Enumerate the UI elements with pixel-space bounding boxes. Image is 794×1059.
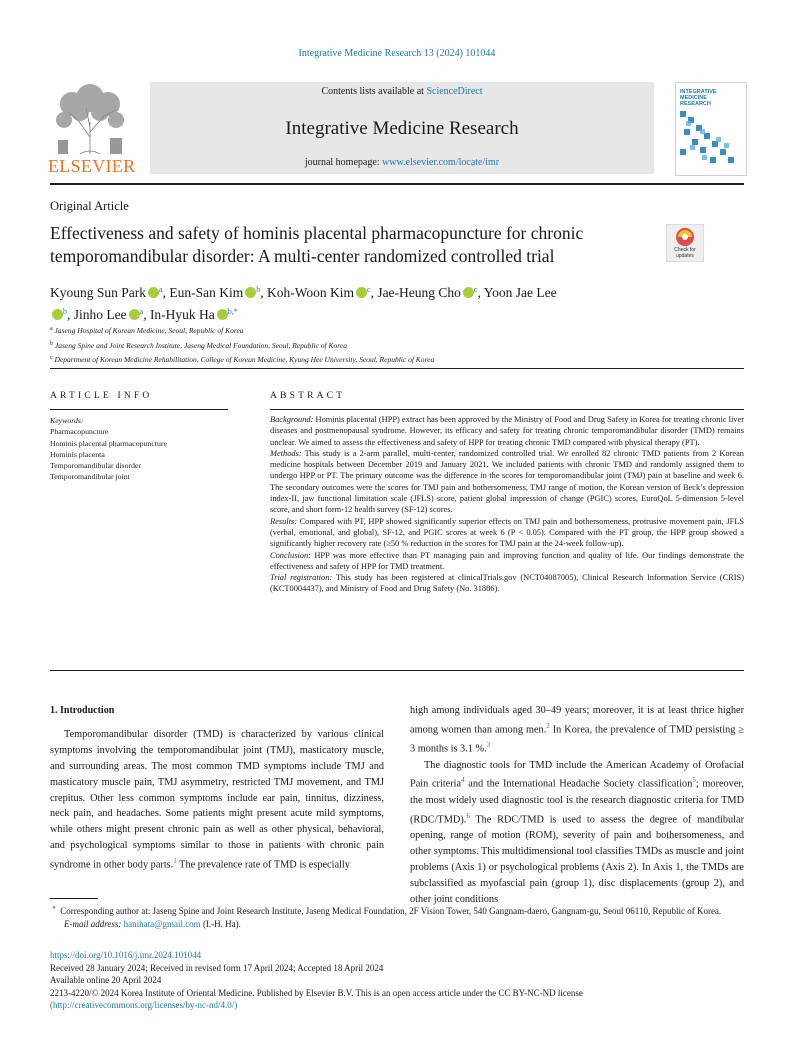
abstract-section [270,414,744,448]
keyword: Temporomandibular disorder [50,461,142,471]
body-paragraph [410,703,744,758]
keywords-label: Keywords: [50,416,84,425]
author-name[interactable]: Kyoung Sun Park [50,285,147,300]
email-label: E-mail address: [64,918,122,929]
orcid-icon[interactable] [356,287,367,298]
abstract-label: Trial registration: [270,573,333,583]
author-list: Kyoung Sun Park $^a$, Eun-San Kim $^b$, Koh-Woon Kim $^c$, Jae-Heung Cho $^c$, Yoon Jae Lee $^b$, Jinho Lee $^a$, In-Hyuk Ha $^{b,*}$ [50,285,557,322]
abstract-text: HPP was more effective than PT managing pain and improving function and quality of life. Our findings demonstrate the effectiveness and safety of HPP for TMD treatment. [270,550,744,571]
affiliation-text: Department of Korean Medicine Rehabilitation, College of Korean Medicine, Kyung Hee University, Seoul, Republic of Korea [54,355,435,364]
email-link[interactable]: hanihata@gmail.com [123,918,201,929]
affiliation-marker[interactable]: b [63,307,67,316]
elsevier-wordmark: ELSEVIER [48,156,136,176]
abstract-section [270,448,744,516]
footnote-star: * [52,905,56,913]
crossmark-label [666,247,704,259]
paragraph-text: ; moreover, the most widely used diagnostic tool is the research diagnostic criteria for TMD (RDC/TMD). [410,778,744,826]
author-name[interactable]: Koh-Woon Kim [266,285,354,300]
citation-link[interactable]: 5 [692,776,696,785]
email-suffix: (I.-H. Ha). [202,918,241,929]
author-name[interactable]: Jae-Heung Cho [377,285,461,300]
abstract-text: Hominis placental (HPP) extract has been approved by the Ministry of Food and Drug Safety in Korea for treating chronic liver diseases and postmenopausal syndrome. However, its efficacy and safety for treating chronic temporomandibular disorder (TMD) remains unclear. We aimed to assess the effectiveness and safety of HPP for treating chronic TMD compared with physical therapy (PT). [270,415,744,447]
affiliation-letter: b [50,340,53,347]
corresponding-author-footnote [50,903,744,930]
history-dates: Received 28 January 2024; Received in revised form 17 April 2024; Accepted 18 April 2024 [50,962,384,973]
affiliation-marker[interactable]: b,* [227,307,238,316]
footnote-text-line [50,903,744,918]
doi-link[interactable]: https://doi.org/10.1016/j.imr.2024.101044 [50,950,202,960]
abstract-label: Methods: [270,448,302,458]
paragraph-text: In Korea, the prevalence of TMD persisting ≥ 3 months is 3.1 %. [410,724,744,755]
license-text: 2213-4220/© 2024 Korea Institute of Oriental Medicine. Published by Elsevier B.V. This is an open access article under the CC BY-NC-ND license [50,987,583,998]
homepage-prefix: journal homepage: [304,157,380,168]
author-name[interactable]: In-Hyuk Ha [149,307,215,322]
contents-available [150,86,654,97]
citation-link[interactable]: 3 [486,741,491,750]
abstract-text: This study has been registered at clinicalTrials.gov (NCT04087005), Clinical Research Information Service (CRIS) (KCT0004437), and Ministry of Food and Drug Safety (No. 31886). [270,573,745,594]
abstract-body [270,414,744,595]
journal-homepage [150,157,654,168]
body-paragraph [50,727,384,874]
abstract-text: This study is a 2-arm parallel, multi-center, randomized controlled trial. We enrolled 82 chronic TMD patients from 2 Korean medicine hospitals between December 2019 and January 2021. We included patients with chronic TMD and randomly assigned them to undergo HPP or PT. The primary outcome was the difference in the scores for temporomandibular joint (TMJ) pain at baseline and week 6. The secondary outcomes were the scores for TMJ pain and bothersomeness, TMJ range of motion, the Korean version of Beck’s depression index-II, jaw functional limitation scale (JFLS) score, patient global impression of change (PGIC) scores, EuroQoL 5-dimension 5-level score, and short form-12 health survey (SF-12) scores. [270,448,744,515]
journal-title: Integrative Medicine Research [285,118,519,139]
article-title: Effectiveness and safety of hominis placental pharmacopuncture for chronic temporomandibular disorder: A multi-center randomized controlled trial [50,223,584,266]
footnote-rule [50,898,98,899]
author-name[interactable]: Yoon Jae Lee [483,285,557,300]
affiliation-text: Jaseng Spine and Joint Research Institute, Jaseng Medical Foundation, Seoul, Republic of Korea [54,340,347,350]
abstract-text: Compared with PT, HPP showed significantly superior effects on TMJ pain and bothersomeness, protrusive movement pain, JFLS (verbal, emotional, and global), SF-12, and PGIC scores at week 6 (P < 0.05). Compared with the PT group, the HPP group showed a significantly higher recovery rate (≥50 % reduction in the scores for TMJ pain at the 24-week follow-up). [270,516,745,549]
abstract-label: Results: [270,516,297,526]
affiliation [50,323,744,338]
abstract-section [270,550,744,573]
affiliation-marker[interactable]: c [367,285,371,294]
affiliation-marker[interactable]: a [159,285,163,294]
author-name[interactable]: Jinho Lee [73,307,127,322]
crossmark-line2: updates [676,253,694,259]
affiliation [50,338,744,353]
orcid-icon[interactable] [148,287,159,298]
header-rule [50,183,744,185]
affiliation-text: Jaseng Hospital of Korean Medicine, Seoul, Republic of Korea [54,326,244,335]
abstract-label: Background: [270,415,314,424]
journal-cover-image[interactable] [675,82,747,176]
abstract-section [270,516,744,550]
orcid-icon[interactable] [217,309,228,320]
keywords-block [50,415,240,483]
affiliation [50,352,744,367]
contents-prefix: Contents lists available at [321,86,424,97]
keyword: Hominis placental pharmacopuncture [50,438,167,448]
orcid-icon[interactable] [129,309,140,320]
keyword: Pharmacopuncture [50,427,109,437]
check-for-updates-badge[interactable] [666,224,704,262]
abstract-heading: ABSTRACT [270,391,346,401]
cover-title: INTEGRATIVE MEDICINE RESEARCH [680,89,717,107]
license-link[interactable]: (http://creativecommons.org/licenses/by-nc-nd/4.0/) [50,1000,238,1010]
article-info-heading: ARTICLE INFO [50,391,153,401]
body-column-left [50,703,384,873]
journal-reference-link[interactable]: Integrative Medicine Research 13 (2024) 101044 [298,48,496,59]
affiliations [50,323,744,367]
citation-link[interactable]: 1 [173,857,177,866]
citation-link[interactable]: 6 [466,811,470,820]
paragraph-text: and the International Headache Society classification [464,778,693,790]
sciencedirect-link[interactable]: ScienceDirect [426,86,483,97]
paragraph-text: The RDC/TMD is used to assess the degree of mandibular opening, range of motion (ROM), severity of pain and bothersomeness, and other symptoms. This multidimensional tool classifies TMDs as muscle and joint problems (Axis 1) or psychological problems (Axis 2). In Axis 1, the TMDs are subclassified as myofascial pain (group 1), disc displacements (group 2), and other joint conditions [410,814,744,905]
homepage-link[interactable]: www.elsevier.com/locate/imr [382,157,500,168]
abstract-label: Conclusion: [270,550,311,560]
orcid-icon[interactable] [52,309,63,320]
paragraph-text: high among individuals aged 30–49 years; moreover, it is at least thrice higher among women than among men. [410,705,744,736]
citation-link[interactable]: 2 [546,721,550,730]
email-line [50,918,744,931]
abstract-rule [270,409,744,410]
paragraph-text: The prevalence rate of TMD is especially [176,859,350,871]
keyword: Temporomandibular joint [50,472,130,482]
crossmark-line1: Check for [674,247,696,253]
orcid-icon[interactable] [245,287,256,298]
abstract-end-rule [50,670,744,671]
article-info-rule [50,409,228,410]
section-heading: 1. Introduction [50,705,115,716]
citation-link[interactable]: 4 [461,776,465,785]
article-metadata [50,949,744,1012]
abstract-section [270,572,744,595]
keyword: Hominis placenta [50,449,105,459]
affiliation-rule [50,368,744,369]
author-name[interactable]: Eun-San Kim [169,285,244,300]
orcid-icon[interactable] [463,287,474,298]
paragraph-text: The diagnostic tools for TMD include the American Academy of Orofacial Pain criteria [410,759,744,790]
body-paragraph [410,758,744,908]
available-online: Available online 20 April 2024 [50,975,162,985]
body-column-right [410,703,744,908]
affiliation-marker[interactable]: c [473,285,478,294]
affiliation-letter: a [50,326,53,332]
affiliation-marker[interactable]: a [139,307,144,316]
paragraph-text: Temporomandibular disorder (TMD) is characterized by various clinical symptoms involving the temporomandibular joint (TMJ), masticatory muscle, and surrounding areas. The most common TMD symptoms include TMJ and masticatory muscle pain, TMJ asymmetry, restricted TMJ movement, and TMJ crepitus. Other less common symptoms include ear pain, tinnitus, dizziness, neck pain, and headaches. Some patients might present acute mild symptoms, while others might present chronic pain as well as other physical, behavioral, and psychological symptoms similar to those in patients with chronic pain syndrome in other body parts. [50,728,384,871]
affiliation-letter: c [50,355,53,361]
article-type: Original Article [50,199,129,213]
footnote-text: Corresponding author at: Jaseng Spine and Joint Research Institute, Jaseng Medical Foundation, 2F Vision Tower, 540 Gangnam-daero, Gangnam-gu, Seoul 06110, Republic of Korea. [60,906,722,916]
affiliation-marker[interactable]: b [256,285,261,294]
